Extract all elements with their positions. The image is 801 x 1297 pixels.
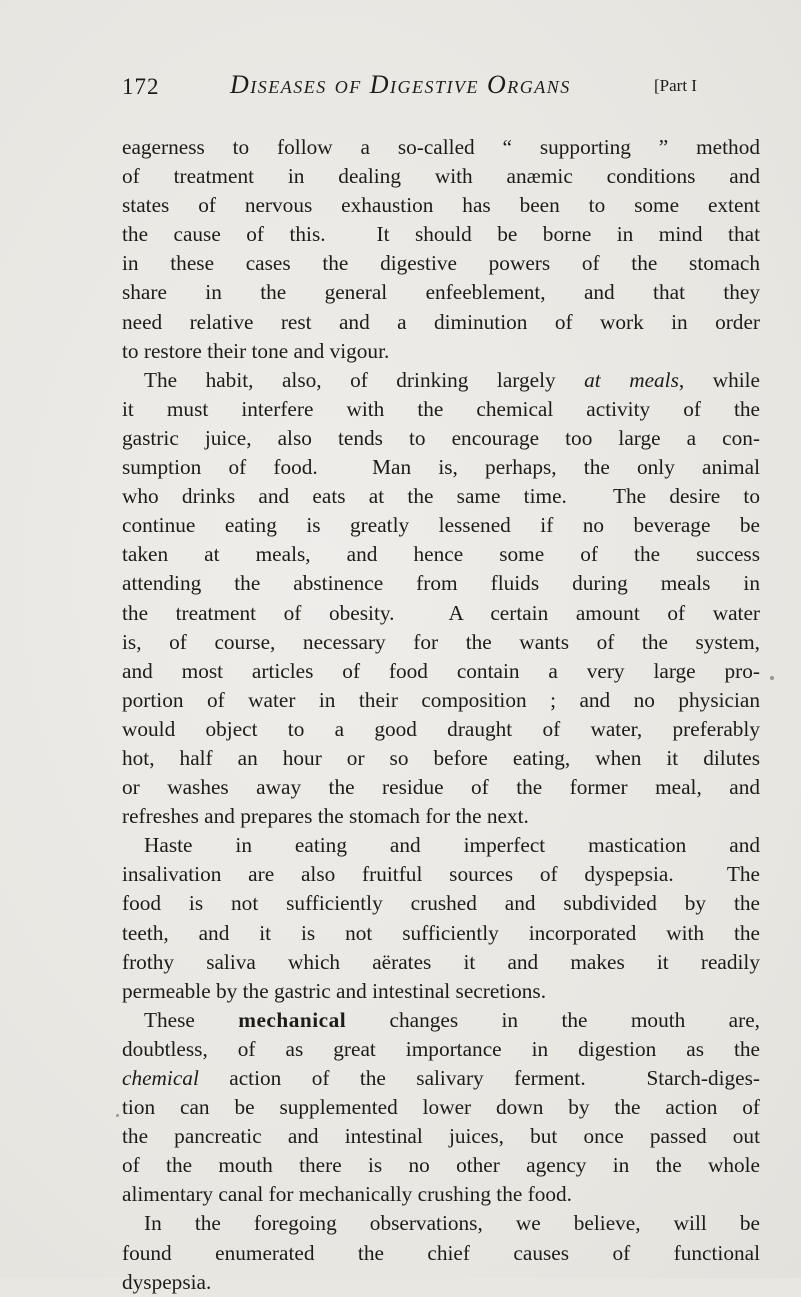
text-line: [122, 569, 760, 598]
text-segment: eagerness to follow a so-called “ supporting ” method: [122, 135, 760, 159]
text-segment: is, of course, necessary for the wants of the system,: [122, 629, 760, 654]
text-line: [122, 977, 760, 1006]
text-line: [122, 1093, 760, 1122]
text-segment: the treatment of obesity. A certain amount of water: [122, 600, 760, 625]
text-line: [122, 948, 760, 977]
text-segment: states of nervous exhaustion has been to some extent: [122, 193, 760, 218]
text-segment: action of the salivary ferment. Starch-diges-: [198, 1066, 760, 1090]
text-segment: food is not sufficiently crushed and subdivided by the: [122, 891, 760, 916]
text-segment: or washes away the residue of the former meal, and: [122, 775, 760, 800]
text-line: [122, 1239, 760, 1268]
text-segment: who drinks and eats at the same time. The desire to: [122, 484, 760, 509]
text-segment: The habit, also, of drinking largely: [144, 367, 585, 392]
text-segment: hot, half an hour or so before eating, when it dilutes: [122, 745, 760, 770]
text-segment: attending the abstinence from fluids during meals in: [122, 571, 760, 596]
text-segment: doubtless, of as great importance in digestion as the: [122, 1036, 760, 1061]
text-line: [122, 162, 760, 191]
text-segment: , while: [678, 367, 761, 392]
text-line: [122, 453, 760, 482]
text-segment: dyspepsia.: [122, 1269, 212, 1294]
text-segment: the pancreatic and intestinal juices, but once passed out: [122, 1124, 760, 1149]
paper-speck: [116, 1114, 119, 1117]
text-line: [122, 395, 760, 424]
text-line: [122, 1180, 760, 1209]
text-segment: gastric juice, also tends to encourage too large a con-: [122, 425, 760, 450]
running-title: Diseases of Digestive Organs: [230, 70, 571, 99]
text-segment: of the mouth there is no other agency in the whole: [122, 1153, 760, 1178]
text-line: [122, 337, 760, 366]
text-segment: to restore their tone and vigour.: [122, 338, 390, 363]
text-segment: These: [144, 1007, 239, 1032]
bold-text: mechanical: [238, 1007, 347, 1032]
text-segment: in these cases the digestive powers of the stomach: [122, 251, 760, 276]
text-segment: refreshes and prepares the stomach for the next.: [122, 804, 529, 829]
text-segment: teeth, and it is not sufficiently incorporated with the: [122, 920, 760, 945]
text-line: [122, 278, 760, 307]
text-segment: it must interfere with the chemical activity of the: [122, 396, 760, 421]
italic-text: at meals: [584, 367, 679, 392]
text-segment: insalivation are also fruitful sources of dyspepsia. The: [122, 862, 760, 887]
running-header: [122, 70, 762, 106]
text-segment: and most articles of food contain a very large pro-: [122, 658, 760, 683]
text-segment: permeable by the gastric and intestinal secretions.: [122, 978, 547, 1003]
text-line: [122, 249, 760, 278]
text-segment: changes in the mouth are,: [346, 1007, 760, 1032]
text-line: [122, 191, 760, 220]
text-line: [122, 686, 760, 715]
text-segment: taken at meals, and hence some of the success: [122, 542, 760, 567]
text-line: [122, 220, 760, 249]
text-line: [122, 860, 760, 889]
page-number: 172: [122, 74, 160, 99]
text-line: [122, 1035, 760, 1064]
text-line: [122, 889, 760, 918]
paper-speck: [770, 676, 774, 680]
text-line: [122, 511, 760, 540]
text-segment: frothy saliva which aërates it and makes it readily: [122, 949, 760, 974]
text-line: [122, 599, 760, 628]
part-label: [Part I: [654, 76, 697, 95]
body-text: [122, 133, 760, 1297]
text-line: [122, 657, 760, 686]
text-segment: sumption of food. Man is, perhaps, the only animal: [122, 455, 760, 480]
text-segment: alimentary canal for mechanically crushing the food.: [122, 1182, 573, 1207]
text-line: [122, 715, 760, 744]
text-line: [122, 1006, 760, 1035]
text-segment: found enumerated the chief causes of functional: [122, 1240, 760, 1265]
text-line: [122, 1122, 760, 1151]
text-line: [122, 831, 760, 860]
text-segment: the cause of this. It should be borne in mind that: [122, 222, 760, 247]
text-line: [122, 366, 760, 395]
text-line: [122, 773, 760, 802]
text-line: [122, 424, 760, 453]
text-segment: Haste in eating and imperfect mastication and: [144, 833, 760, 858]
text-line: [122, 540, 760, 569]
text-line: [122, 744, 760, 773]
text-line: [122, 1064, 760, 1093]
text-segment: In the foregoing observations, we believe, will be: [144, 1211, 760, 1236]
text-line: [122, 919, 760, 948]
text-segment: continue eating is greatly lessened if no beverage be: [122, 513, 760, 538]
text-segment: of treatment in dealing with anæmic conditions and: [122, 164, 760, 189]
italic-text: chemical: [122, 1066, 199, 1090]
text-segment: would object to a good draught of water, preferably: [122, 716, 760, 741]
text-line: [122, 1209, 760, 1238]
text-line: [122, 1268, 760, 1297]
text-line: [122, 133, 760, 162]
text-segment: need relative rest and a diminution of work in order: [122, 309, 760, 334]
text-line: [122, 308, 760, 337]
text-line: [122, 802, 760, 831]
text-line: [122, 628, 760, 657]
text-line: [122, 482, 760, 511]
text-line: [122, 1151, 760, 1180]
text-segment: share in the general enfeeblement, and that they: [122, 280, 760, 305]
text-segment: tion can be supplemented lower down by the action of: [122, 1095, 760, 1120]
text-segment: portion of water in their composition ; and no physician: [122, 687, 760, 712]
